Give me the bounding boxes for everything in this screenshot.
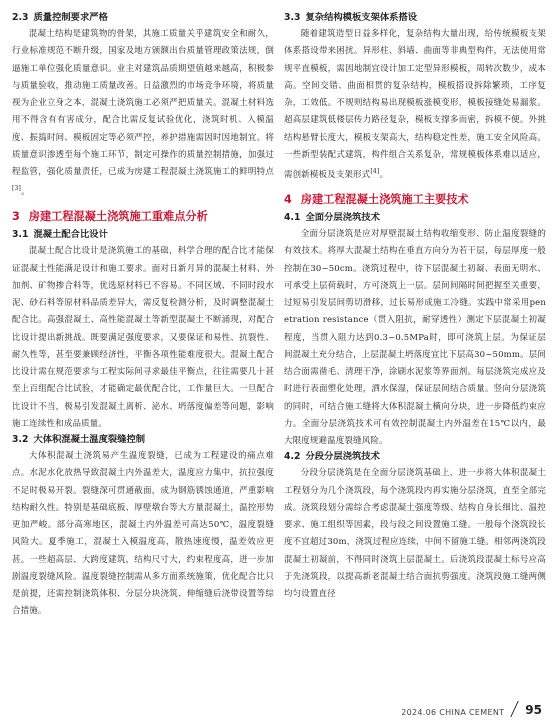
right-column <box>284 10 546 602</box>
paragraph-3-3 <box>284 25 546 183</box>
subsection-heading-3-3 <box>284 10 546 25</box>
subsection-heading-2-3 <box>12 10 274 25</box>
section-number: 4 <box>284 193 292 207</box>
left-column <box>12 10 274 620</box>
subsection-title: 混凝土配合比设计 <box>33 229 108 241</box>
subsection-heading-4-1 <box>284 210 546 225</box>
paragraph-3-1: 混凝土配合比设计是浇筑施工的基础，科学合理的配合比才能保证混凝土性能满足设计和施工要求。面对日新月异的混凝土材料、外加剂、矿物掺合料等，优选原材料已不容易。不同区域、不同时段水泥、砂石料等原材料品质差异大，需反复检测分析，及时调整混凝土配合比。高强混凝土、高性能混凝土等新型混凝土不断涌现，对配合比设计提出新挑战。既要满足强度要求，又要保证和易性、抗裂性、耐久性等，甚至要兼顾经济性，平衡各项性能难度很大。混凝土配合比设计需在规范要求与工程实际间寻求最佳平衡点，往往需要几十甚至上百组配合比试验，才能确定最优配合比，工作量巨大。一旦配合比设计不当，极易引发混凝土离析、泌水、坍落度偏差等问题，影响施工连续性和成品质量。 <box>12 245 274 428</box>
section-number: 3 <box>12 210 20 224</box>
page-number: 95 <box>525 703 542 717</box>
paragraph-end: 。 <box>21 186 30 197</box>
section-heading-3 <box>12 208 274 226</box>
paragraph-2-3 <box>12 25 274 200</box>
subsection-heading-3-1 <box>12 227 274 242</box>
footer-divider <box>511 701 519 717</box>
subsection-title: 全面分层浇筑技术 <box>305 212 380 224</box>
journal-issue: 2024.06 CHINA CEMENT <box>401 708 505 717</box>
citation-ref: [3] <box>12 185 22 193</box>
subsection-number: 2.3 <box>12 12 29 23</box>
subsection-number: 3.1 <box>12 229 29 241</box>
paragraph-text: 混凝土结构是建筑物的骨架，其施工质量关乎建筑安全和耐久，行业标准规范不断升级，国家及地方颁额出台质量管理政策法规，倒逼施工单位强化质量意识。业主对建筑品质期望值越来越高，积极参与质量验收，推动施工质量改善。日益激烈的市场竞争环境，将质量视为企业立身之本，混凝土浇筑施工必须严把质量关。混凝土材料选用不得含有有害成分，配合比需反复试验优化，浇筑时机、入模温度、振捣时间、模板固定等必须严控，养护措施需因时因地制宜。将质量意识渗透至每个施工环节，制定可操作的质量控制措施，加强过程监管，强化质量责任，已成为房建工程混凝土浇筑施工的鲜明特点 <box>12 28 274 176</box>
citation-ref: [4] <box>370 168 380 175</box>
subsection-title: 复杂结构模板支架体系搭设 <box>305 12 418 23</box>
subsection-heading-3-2 <box>12 432 274 447</box>
subsection-number: 3.2 <box>12 434 29 446</box>
section-title: 房建工程混凝土浇筑施工主要技术 <box>300 193 469 207</box>
subsection-number: 3.3 <box>284 12 301 23</box>
paragraph-3-2: 大体积混凝土浇筑易产生温度裂缝，已成为工程建设的痛点难点。水泥水化放热导致混凝土内外温差大，温度应力集中，抗拉强度不足时极易开裂。裂缝深可贯通截面，成为钢筋锈蚀通道，严重影响结构耐久性。特别是基础底板、厚壁墩台等大方量混凝土，温控形势更加严峻。部分高寒地区，混凝土内外温差可高达50℃，温度裂缝风险大。夏季施工，混凝土入模温度高，散热速度慢，温差效应更甚。一些超高层、大跨度建筑，结构尺寸大，约束程度高，进一步加剧温度裂缝风险。温度裂缝控制需从多方面系统施策，优化配合比只是前提，还需控制浇筑体积、分层分块浇筑、伸缩缝后浇带设置等综合措施。 <box>12 450 274 616</box>
subsection-number: 4.1 <box>284 212 301 224</box>
subsection-number: 4.2 <box>284 451 301 463</box>
page-footer <box>401 699 542 717</box>
subsection-title: 大体积混凝土温度裂缝控制 <box>33 434 146 446</box>
section-title: 房建工程混凝土浇筑施工重难点分析 <box>28 210 208 224</box>
section-heading-4 <box>284 191 546 209</box>
subsection-title: 质量控制要求严格 <box>33 12 108 23</box>
paragraph-end: 。 <box>379 168 389 179</box>
paragraph-4-2: 分段分层浇筑是在全面分层浇筑基础上，进一步将大体积混凝土工程划分为几个浇筑段，每个浇筑段内再实施分层浇筑，直至全部完成。浇筑段划分需综合考虑混凝土强度等级、结构自身长细比、温控要求、施工组织等因素，段与段之间设置施工缝。一般每个浇筑段长度不宜超过30m，浇筑过程应连续，中间不留施工缝。相邻两浇筑段混凝土初凝前，不得同时浇筑上层混凝土。后浇筑段混凝土标号应高于先浇筑段，以提高新老混凝土结合面抗剪强度。浇筑段施工缝两侧均匀设置直径 <box>284 467 546 599</box>
paragraph-text: 随着建筑造型日益多样化，复杂结构大量出现，给传统模板支架体系搭设带来困扰。异形柱、斜墙、曲面等非典型构件，无法使用常规平直模板，需因地制宜设计加工定型异形模板，周转次数少，成本高。空间交错、曲面相贯的复杂结构，模板搭设拆除繁琐，工序复杂，工效低。不规则结构易出现模板涨模变形，模板接缝处易漏浆。超高层建筑低楼层传力路径复杂，模板支撑多而密，拆模不便。外挑结构悬臂长度大，模板支架高大，结构稳定性差，施工安全风险高。一些新型装配式建筑，构件组合关系复杂，常规模板体系难以适应，需创新模板及支架形式 <box>284 28 546 179</box>
subsection-heading-4-2 <box>284 449 546 464</box>
paragraph-4-1: 全面分层浇筑是应对厚壁混凝土结构收缩变形、防止温度裂缝的有效技术。将厚大混凝土结构在垂直方向分为若干层，每层厚度一般控制在30~50cm。浇筑过程中，待下层混凝土初凝、表面无明水、可承受上层荷载时，方可浇筑上一层。层间间隔时间把握至关重要，过短易引发层间剪切滑移，过长易形成施工冷缝。实践中常采用penetration resistance（贯入阻抗，耐穿透性）测定下层混凝土初凝程度，当贯入阻力达到0.3~0.5MPa时，即可浇筑上层。为保证层间混凝土充分结合，上层混凝土坍落度宜比下层高30~50mm。层间结合面需凿毛、清理干净，涂刷水泥浆等界面剂。每层浇筑完成应及时进行表面塑化处理，洒水保湿，保证层间结合质量。竖向分层浇筑的同时，可结合施工缝将大体积混凝土横向分块，进一步降低约束应力。全面分层浇筑技术可有效控制混凝土内外温差在15℃以内，最大限度规避温度裂缝风险。 <box>284 228 546 446</box>
subsection-title: 分段分层浇筑技术 <box>305 451 380 463</box>
